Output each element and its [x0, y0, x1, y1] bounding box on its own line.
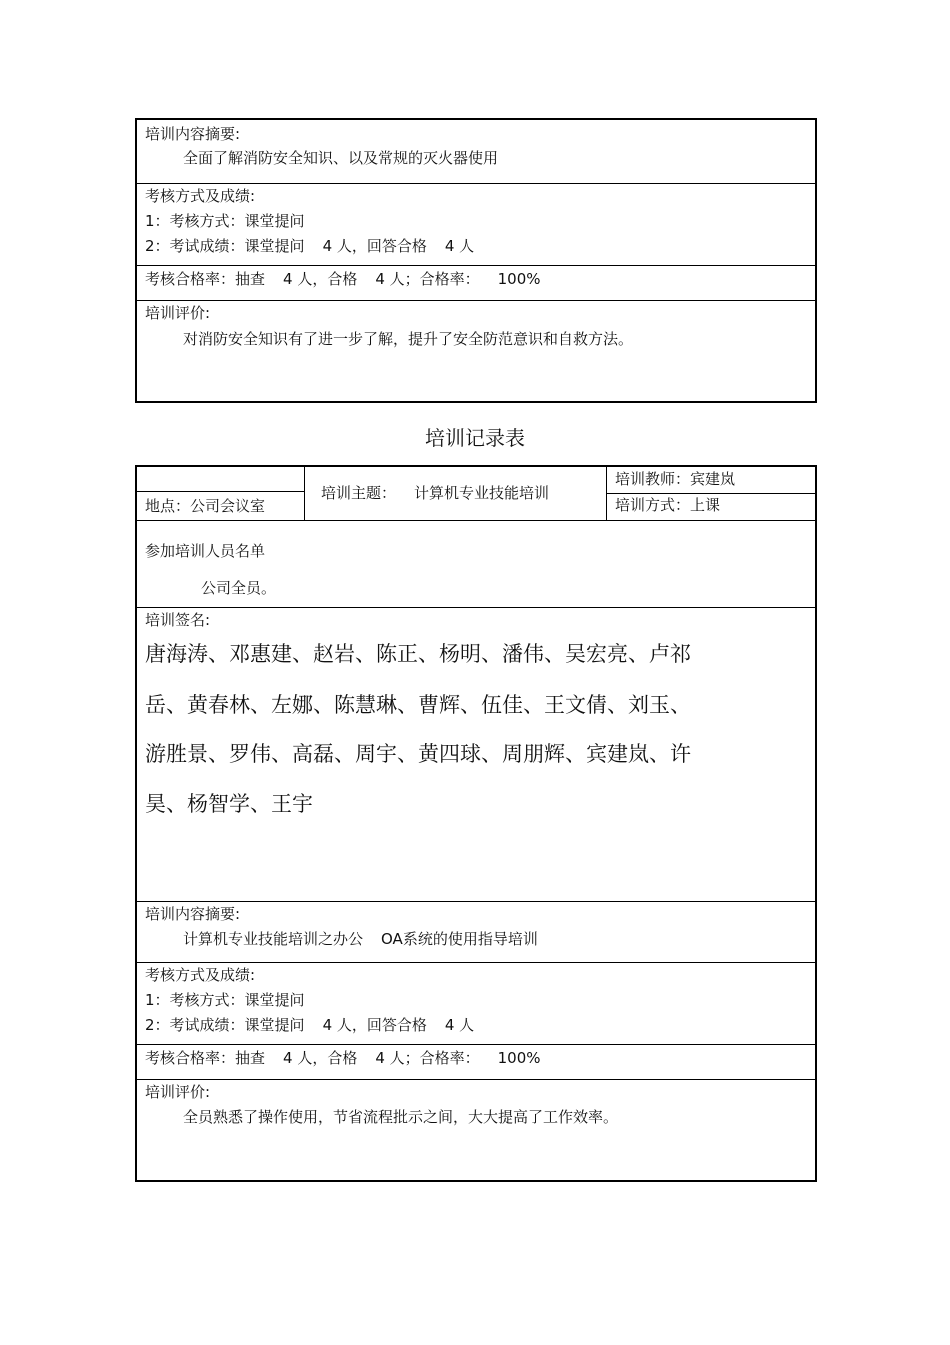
pass-rate-checked: 4 人，合格 — [283, 1049, 358, 1067]
assessment-score-method: 课堂提问 — [244, 237, 305, 255]
record2-attendees — [137, 520, 815, 608]
assessment-score-line — [145, 236, 474, 256]
record2-table — [135, 465, 817, 1182]
signature-line: 昊、杨智学、王宇 — [145, 792, 313, 816]
content-summary-label: 培训内容摘要: — [145, 125, 241, 143]
teacher: 培训教师：宾建岚 — [615, 470, 736, 488]
assessment-method-prefix: 1：考核方式： — [145, 212, 245, 230]
signature-line: 游胜景、罗伟、高磊、周宇、黄四球、周朋辉、宾建岚、许 — [145, 742, 691, 766]
pass-rate-value: 100% — [497, 1049, 541, 1067]
pass-rate-value: 100% — [497, 270, 541, 288]
assessment-label: 考核方式及成绩: — [145, 187, 256, 205]
assessment-method-prefix: 1：考核方式： — [145, 991, 245, 1009]
evaluation-text: 对消防安全知识有了进一步了解，提升了安全防范意识和自救方法。 — [183, 330, 634, 348]
pass-rate-passed: 4 人；合格率： — [375, 1049, 480, 1067]
signature-line: 岳、黄春林、左娜、陈慧琳、曹辉、伍佳、王文倩、刘玉、 — [145, 693, 691, 717]
content-summary-text: 全面了解消防安全知识、以及常规的灭火器使用 — [183, 149, 499, 167]
record2-signature — [137, 607, 815, 902]
signature-label: 培训签名: — [145, 611, 211, 629]
assessment-method-line — [145, 990, 305, 1010]
pass-rate-checked: 4 人，合格 — [283, 270, 358, 288]
assessment-pass-count: 4 人 — [444, 1016, 475, 1034]
training-method: 培训方式：上课 — [615, 496, 721, 514]
record1-pass-rate — [137, 265, 815, 301]
assessment-count: 4 人，回答合格 — [322, 237, 427, 255]
pass-rate-line — [145, 1048, 541, 1068]
signature-line: 唐海涛、邓惠建、赵岩、陈正、杨明、潘伟、吴宏亮、卢祁 — [145, 642, 691, 666]
pass-rate-line — [145, 269, 541, 289]
record2-header — [137, 467, 815, 521]
record2-assessment — [137, 962, 815, 1045]
record1-table — [135, 118, 817, 403]
assessment-pass-count: 4 人 — [444, 237, 475, 255]
assessment-method-line — [145, 211, 305, 231]
evaluation-label: 培训评价: — [145, 304, 211, 322]
attendees-label: 参加培训人员名单 — [145, 542, 266, 560]
record1-assessment — [137, 183, 815, 266]
assessment-method: 课堂提问 — [244, 212, 305, 230]
pass-rate-label: 考核合格率：抽查 — [145, 270, 266, 288]
topic-label: 培训主题： — [321, 484, 397, 502]
topic-line — [321, 483, 549, 503]
location: 地点：公司会议室 — [145, 497, 266, 515]
assessment-score-line — [145, 1015, 474, 1035]
assessment-score-method: 课堂提问 — [244, 1016, 305, 1034]
evaluation-text: 全员熟悉了操作使用，节省流程批示之间，大大提高了工作效率。 — [183, 1108, 619, 1126]
content-summary-text-a: 计算机专业技能培训之办公 — [183, 930, 364, 948]
assessment-score-prefix: 2：考试成绩： — [145, 1016, 245, 1034]
assessment-score-prefix: 2：考试成绩： — [145, 237, 245, 255]
content-summary-label: 培训内容摘要: — [145, 905, 241, 923]
content-summary-text-b: OA系统的使用指导培训 — [381, 930, 538, 948]
attendees-text: 公司全员。 — [201, 579, 277, 597]
pass-rate-passed: 4 人；合格率： — [375, 270, 480, 288]
evaluation-label: 培训评价: — [145, 1083, 211, 1101]
record2-pass-rate — [137, 1044, 815, 1080]
assessment-method: 课堂提问 — [244, 991, 305, 1009]
record1-content-summary — [137, 120, 815, 184]
page-title: 培训记录表 — [425, 426, 525, 450]
record2-content-summary — [137, 901, 815, 963]
content-summary-text — [183, 929, 538, 949]
assessment-label: 考核方式及成绩: — [145, 966, 256, 984]
record1-evaluation — [137, 300, 815, 401]
pass-rate-label: 考核合格率：抽查 — [145, 1049, 266, 1067]
record2-evaluation — [137, 1079, 815, 1180]
topic: 计算机专业技能培训 — [414, 484, 550, 502]
assessment-count: 4 人，回答合格 — [322, 1016, 427, 1034]
